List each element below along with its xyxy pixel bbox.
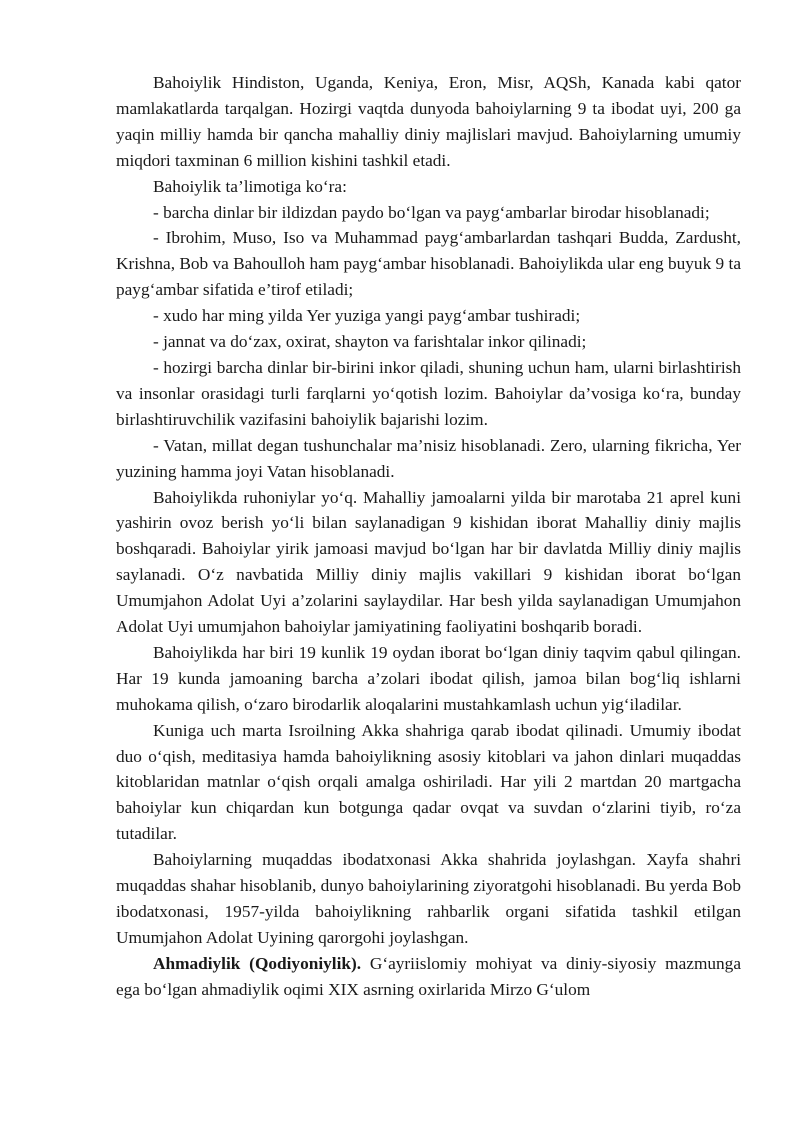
list-item-denial: - jannat va do‘zax, oxirat, shayton va farishtalar inkor qilinadi; — [153, 332, 587, 352]
paragraph-teaching-intro: Bahoiylik ta’limotiga ko‘ra: — [153, 176, 347, 196]
paragraph-worship: Kuniga uch marta Isroilning Akka shahriga qarab ibodat qilinadi. Umumiy ibodat duo o‘qish, meditasiya hamda bahoiylikning asosiy kitoblari va jahon dinlari muqaddas kitoblaridan matnlar o‘qish orqali amalga oshiriladi. Har yili 2 martdan 20 martgacha bahoiylar kun chiqardan kun botgunga qadar ovqat va suvdan o‘zlarini tiyib, ro‘za tutadilar. — [116, 720, 741, 844]
list-item-prophets: - Ibrohim, Muso, Iso va Muhammad payg‘ambarlardan tashqari Budda, Zardusht, Krishna, Bob va Bahoulloh ham payg‘ambar hisoblanadi. Bahoiylikda ular eng buyuk 9 ta payg‘ambar sifatida e’tirof etiladi; — [116, 228, 741, 300]
paragraph-holy-sites: Bahoiylarning muqaddas ibodatxonasi Akka shahrida joylashgan. Xayfa shahri muqaddas shahar hisoblanib, dunyo bahoiylarining ziyoratgohi hisoblanadi. Bu yerda Bob ibodatxonasi, 1957-yilda bahoiylikning rahbarlik organi sifatida tashkil etilgan Umumjahon Adolat Uyining qarorgohi joylashgan. — [116, 850, 741, 947]
list-item-homeland: - Vatan, millat degan tushunchalar ma’nisiz hisoblanadi. Zero, ularning fikricha, Yer yuzining hamma joyi Vatan hisoblanadi. — [116, 435, 741, 481]
document-page — [116, 70, 741, 1003]
paragraph-ahmadiyya-text: G‘ayriislomiy mohiyat va diniy-siyosiy mazmunga ega bo‘lgan ahmadiylik oqimi XIX asrning oxirlarida Mirzo G‘ulom — [116, 953, 741, 999]
paragraph-calendar: Bahoiylikda har biri 19 kunlik 19 oydan iborat bo‘lgan diniy taqvim qabul qilingan. Har 19 kunda jamoaning barcha a’zolari ibodat qilish, jamoa bilan bog‘liq ishlarni muhokama qilish, o‘zaro birodarlik aloqalarini mustahkamlash uchun yig‘iladilar. — [116, 642, 741, 714]
paragraph-governance: Bahoiylikda ruhoniylar yo‘q. Mahalliy jamoalarni yilda bir marotaba 21 aprel kuni yashirin ovoz berish yo‘li bilan saylanadigan 9 kishidan iborat Mahalliy diniy majlis boshqaradi. Bahoiylar yirik jamoasi mavjud bo‘lgan har bir davlatda Milliy diniy majlis saylanadi. O‘z navbatida Milliy diniy majlis vakillari 9 kishidan iborat bo‘lgan Umumjahon Adolat Uyi a’zolarini saylaydilar. Har besh yilda saylanadigan Umumjahon Adolat Uyi umumjahon bahoiylar jamiyatining faoliyatini boshqarib boradi. — [116, 487, 741, 637]
paragraph-distribution: Bahoiylik Hindiston, Uganda, Keniya, Eron, Misr, AQSh, Kanada kabi qator mamlakatlarda tarqalgan. Hozirgi vaqtda dunyoda bahoiylarning 9 ta ibodat uyi, 200 ga yaqin milliy hamda bir qancha mahalliy diniy majlislari mavjud. Bahoiylarning umumiy miqdori taxminan 6 million kishini tashkil etadi. — [116, 73, 741, 170]
list-item-unification: - hozirgi barcha dinlar bir-birini inkor qiladi, shuning uchun ham, ularni birlashtirish va insonlar orasidagi turli farqlarni yo‘qotish lozim. Bahoiylar da’vosiga ko‘ra, bunday birlashtiruvchilik vazifasini bahoiylik bajarishi lozim. — [116, 357, 741, 429]
list-item-common-root: - barcha dinlar bir ildizdan paydo bo‘lgan va payg‘ambarlar birodar hisoblanadi; — [153, 202, 710, 222]
list-item-new-prophet: - xudo har ming yilda Yer yuziga yangi payg‘ambar tushiradi; — [153, 306, 581, 326]
paragraph-ahmadiyya — [116, 951, 741, 1003]
section-heading-ahmadiyya: Ahmadiylik (Qodiyoniylik). — [153, 953, 362, 973]
